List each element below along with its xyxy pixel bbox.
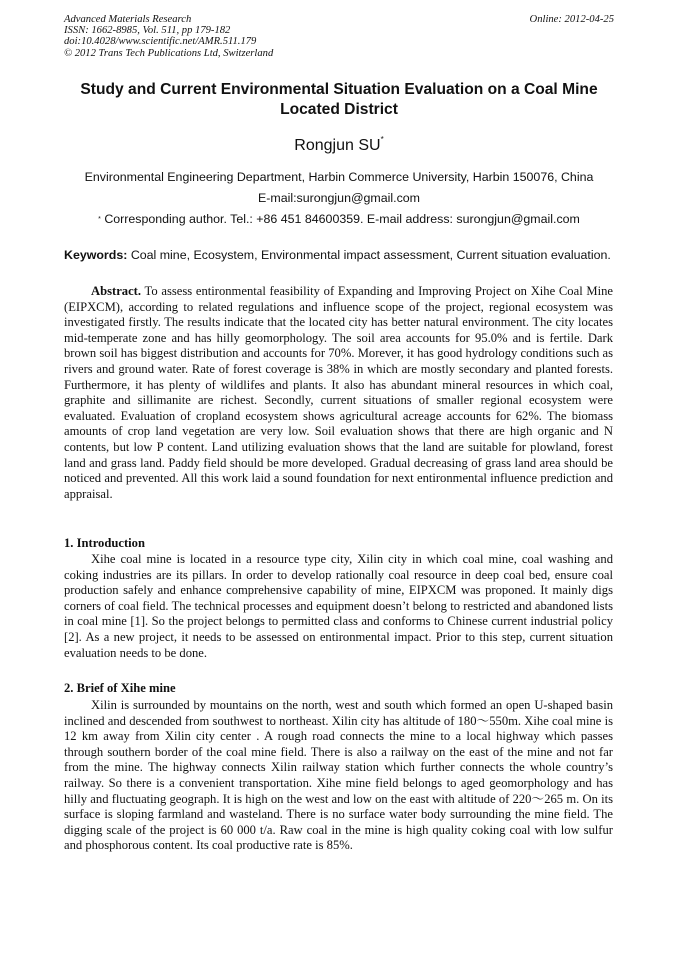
section-heading-introduction: 1. Introduction bbox=[64, 536, 145, 550]
keywords bbox=[64, 248, 624, 262]
email: E-mail:surongjun@gmail.com bbox=[257, 191, 420, 205]
issn: ISSN: 1662-8985, Vol. 511, pp 179-182 bbox=[64, 25, 231, 37]
journal-header bbox=[64, 14, 273, 59]
abstract bbox=[64, 284, 613, 502]
affiliation: Environmental Engineering Department, Harbin Commerce University, Harbin 150076, China bbox=[84, 170, 594, 184]
corresponding-text: Corresponding author. Tel.: +86 451 84600359. E-mail address: surongjun@gmail.com bbox=[104, 212, 580, 226]
paper-title: Study and Current Environmental Situation Evaluation on a Coal Mine Located District bbox=[80, 81, 598, 118]
author-mark: * bbox=[380, 135, 384, 144]
keywords-text: Coal mine, Ecosystem, Environmental impact assessment, Current situation evaluation. bbox=[130, 248, 611, 262]
paragraph: Xilin is surrounded by mountains on the north, west and south which formed an open U-shaped basin inclined and descended from southwest to northeast. Xilin city has altitude of 180～550m. Xihe coal mine is 12 km away from Xilin city center . A rough road connects the mine to a local highway which passes through southern border of the coal mine field. There is also a railway on the east of the mine and not far from the mine. The highway connects Xilin railway station which further connects the whole country’s railway. So there is a convenient transportation. Xihe mine field belongs to aged geomorphology and has hilly and fluctuating geograph. It is high on the west and low on the east with altitude of 220～265 m. On its surface is sloping farmland and wasteland. There is no surface water body surrounding the mine field. The digging scale of the project is 60 000 t/a. Raw coal in the mine is high quality coking coal with low sulfur and phosphorous content. Its coal productive rate is 85%. bbox=[64, 698, 613, 853]
corresponding-mark: * bbox=[98, 216, 101, 223]
abstract-label: Abstract. bbox=[91, 284, 142, 298]
keywords-label: Keywords: bbox=[64, 248, 128, 262]
abstract-text: To assess entironmental feasibility of Expanding and Improving Project on Xihe Coal Mine (EIPXCM), according to related regulations and influence scope of the project, regional ecosystem was investigated firstly. The results indicate that the located city has better natural environment. The city locates mid-temperate zone and has hilly geomorphology. The soil area accounts for 95.0% and is fertile. Dark brown soil has biggest distribution and accounts for 70%. Morever, it has good hydrology conditions such as rivers and ground water. Rate of forest coverage is 38% in which are mostly secondary and planted forests. Furthermore, it has plenty of wildlifes and plants. It also has abundant mineral resources in which coal, graphite and sillimanite are richest. Secondly, current situations of smaller regional ecosystem were evaluated. Evaluation of cropland ecosystem shows agricultural acreage accounts for 62%. The biomass amounts of crop land vegetation are very low. Soil evaluation shows that there are high organic and N contents, but low P content. Land utilizing evaluation shows that the land are suitable for plowland, forest land and grass land. Paddy field should be more developed. Gradual decreasing of grass land area should be noticed and prevented. All this work laid a sound foundation for next entironmental influence prediction and appraisal. bbox=[64, 284, 614, 501]
corresponding-author bbox=[50, 212, 628, 227]
section-heading-brief: 2. Brief of Xihe mine bbox=[64, 681, 176, 695]
paragraph: Xihe coal mine is located in a resource type city, Xilin city in which coal mine, coal washing and coking industries are its pillars. In order to develop rationally coal resource in deep coal bed, ensure coal production safely and enhance comprehensive capability of mine, EIPXCM was proponed. It mainly digs corners of coal field. The technical processes and equipment doesn’t belong to restricted and abandoned lists in coal mine [1]. So the project belongs to permitted class and conforms to Chinese current industrial policy [2]. As a new project, it needs to be assessed on entironmental impact. Prior to this step, current situation evaluation needs to be done. bbox=[64, 552, 613, 660]
section-introduction-text bbox=[64, 552, 613, 661]
copyright: © 2012 Trans Tech Publications Ltd, Switzerland bbox=[64, 47, 274, 59]
author-name: Rongjun SU bbox=[294, 137, 381, 154]
doi: doi:10.4028/www.scientific.net/AMR.511.179 bbox=[64, 36, 257, 48]
section-brief-text bbox=[64, 698, 613, 854]
journal-name: Advanced Materials Research bbox=[64, 14, 192, 25]
online-date: Online: 2012-04-25 bbox=[529, 14, 614, 25]
author bbox=[50, 137, 628, 155]
